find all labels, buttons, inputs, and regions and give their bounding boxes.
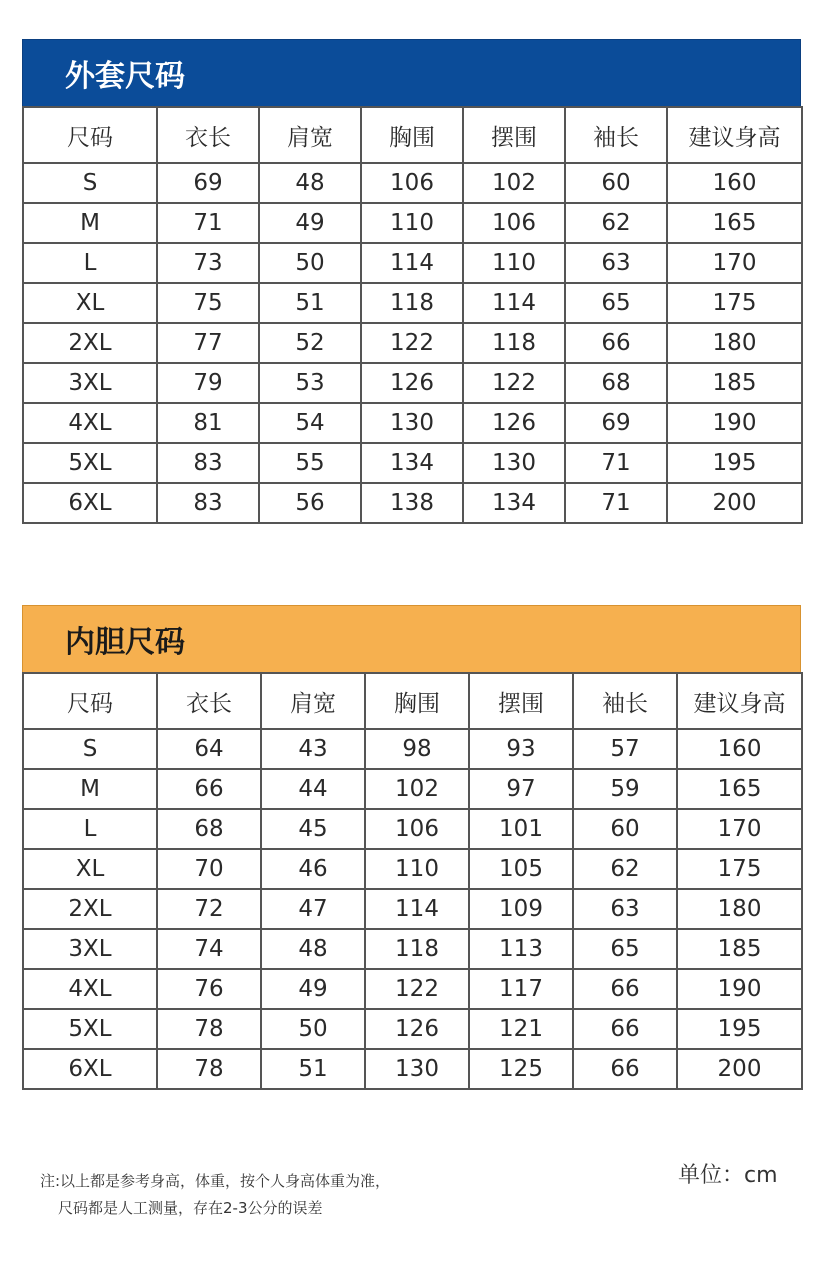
table-cell: M — [23, 769, 157, 809]
table-cell: 62 — [565, 203, 667, 243]
table-cell: 126 — [361, 363, 463, 403]
table-cell: 106 — [361, 163, 463, 203]
table-row — [23, 809, 802, 849]
table-cell: 118 — [365, 929, 469, 969]
table-cell: 105 — [469, 849, 573, 889]
table-cell: 110 — [365, 849, 469, 889]
table-cell: 122 — [361, 323, 463, 363]
table-cell: 126 — [463, 403, 565, 443]
table-cell: 48 — [259, 163, 361, 203]
table-cell: 62 — [573, 849, 677, 889]
table-cell: 65 — [565, 283, 667, 323]
table-cell: M — [23, 203, 157, 243]
table-cell: 117 — [469, 969, 573, 1009]
table-cell: 98 — [365, 729, 469, 769]
table-cell: 130 — [361, 403, 463, 443]
table-cell: 53 — [259, 363, 361, 403]
table-cell: 45 — [261, 809, 365, 849]
column-header: 肩宽 — [259, 107, 361, 163]
table-cell: 134 — [361, 443, 463, 483]
table-cell: 55 — [259, 443, 361, 483]
table-cell: S — [23, 729, 157, 769]
table-cell: 72 — [157, 889, 261, 929]
table-cell: S — [23, 163, 157, 203]
table-cell: 170 — [667, 243, 802, 283]
table-cell: 4XL — [23, 403, 157, 443]
table-cell: 50 — [261, 1009, 365, 1049]
table-cell: 114 — [365, 889, 469, 929]
table-cell: 101 — [469, 809, 573, 849]
table-cell: 2XL — [23, 889, 157, 929]
table-cell: 66 — [565, 323, 667, 363]
table-cell: 52 — [259, 323, 361, 363]
table-cell: 190 — [677, 969, 802, 1009]
table-cell: 190 — [667, 403, 802, 443]
table-cell: 138 — [361, 483, 463, 523]
table-cell: 165 — [677, 769, 802, 809]
table-cell: 71 — [157, 203, 259, 243]
outer-size-table — [22, 106, 803, 524]
table-cell: 130 — [463, 443, 565, 483]
table-cell: 66 — [157, 769, 261, 809]
column-header: 建议身高 — [667, 107, 802, 163]
table-cell: 118 — [463, 323, 565, 363]
table-row — [23, 163, 802, 203]
inner-size-title: 内胆尺码 — [22, 605, 801, 673]
table-row — [23, 729, 802, 769]
table-row — [23, 443, 802, 483]
table-row — [23, 363, 802, 403]
table-cell: 77 — [157, 323, 259, 363]
table-row — [23, 1009, 802, 1049]
table-cell: 71 — [565, 443, 667, 483]
table-cell: 200 — [667, 483, 802, 523]
table-cell: 59 — [573, 769, 677, 809]
table-cell: 70 — [157, 849, 261, 889]
table-cell: 71 — [565, 483, 667, 523]
inner-size-section — [22, 605, 801, 1090]
table-cell: 63 — [565, 243, 667, 283]
table-cell: 74 — [157, 929, 261, 969]
table-cell: 63 — [573, 889, 677, 929]
column-header: 尺码 — [23, 107, 157, 163]
table-row — [23, 283, 802, 323]
size-note-line-1: 注:以上都是参考身高，体重，按个人身高体重为准， — [40, 1172, 391, 1190]
column-header: 袖长 — [565, 107, 667, 163]
table-row — [23, 203, 802, 243]
table-cell: 54 — [259, 403, 361, 443]
table-cell: 118 — [361, 283, 463, 323]
table-cell: 69 — [157, 163, 259, 203]
column-header: 肩宽 — [261, 673, 365, 729]
table-row — [23, 969, 802, 1009]
table-cell: 66 — [573, 1049, 677, 1089]
outer-size-section — [22, 39, 801, 524]
table-cell: 66 — [573, 969, 677, 1009]
table-cell: 2XL — [23, 323, 157, 363]
table-row — [23, 929, 802, 969]
table-cell: 49 — [261, 969, 365, 1009]
table-cell: 3XL — [23, 929, 157, 969]
table-cell: 126 — [365, 1009, 469, 1049]
table-cell: 97 — [469, 769, 573, 809]
table-cell: 102 — [463, 163, 565, 203]
table-cell: 195 — [677, 1009, 802, 1049]
column-header: 摆围 — [469, 673, 573, 729]
table-cell: 79 — [157, 363, 259, 403]
table-row — [23, 323, 802, 363]
table-cell: 5XL — [23, 1009, 157, 1049]
table-cell: 200 — [677, 1049, 802, 1089]
table-row — [23, 889, 802, 929]
table-cell: 175 — [677, 849, 802, 889]
table-cell: 73 — [157, 243, 259, 283]
column-header: 胸围 — [365, 673, 469, 729]
table-cell: 114 — [361, 243, 463, 283]
table-cell: 106 — [463, 203, 565, 243]
table-cell: L — [23, 809, 157, 849]
table-row — [23, 769, 802, 809]
table-cell: 165 — [667, 203, 802, 243]
table-cell: 51 — [261, 1049, 365, 1089]
table-cell: 185 — [667, 363, 802, 403]
table-cell: 78 — [157, 1009, 261, 1049]
column-header: 胸围 — [361, 107, 463, 163]
outer-size-title: 外套尺码 — [22, 39, 801, 107]
table-cell: 44 — [261, 769, 365, 809]
table-cell: 43 — [261, 729, 365, 769]
table-cell: 93 — [469, 729, 573, 769]
table-cell: 6XL — [23, 483, 157, 523]
table-cell: 48 — [261, 929, 365, 969]
table-row — [23, 1049, 802, 1089]
table-row — [23, 849, 802, 889]
unit-label: 单位：cm — [678, 1163, 778, 1188]
table-cell: 51 — [259, 283, 361, 323]
size-note — [40, 1168, 390, 1222]
table-cell: 113 — [469, 929, 573, 969]
table-row — [23, 483, 802, 523]
table-cell: 49 — [259, 203, 361, 243]
size-note-line-2: 尺码都是人工测量，存在2-3公分的误差 — [58, 1199, 323, 1217]
table-cell: L — [23, 243, 157, 283]
table-cell: 78 — [157, 1049, 261, 1089]
table-cell: 4XL — [23, 969, 157, 1009]
table-cell: 81 — [157, 403, 259, 443]
table-cell: 68 — [565, 363, 667, 403]
table-cell: 6XL — [23, 1049, 157, 1089]
table-cell: 57 — [573, 729, 677, 769]
table-cell: 160 — [677, 729, 802, 769]
column-header: 衣长 — [157, 107, 259, 163]
table-cell: 134 — [463, 483, 565, 523]
table-cell: 110 — [361, 203, 463, 243]
table-cell: 5XL — [23, 443, 157, 483]
column-header: 尺码 — [23, 673, 157, 729]
table-cell: 3XL — [23, 363, 157, 403]
table-cell: 170 — [677, 809, 802, 849]
column-header: 衣长 — [157, 673, 261, 729]
table-cell: 69 — [565, 403, 667, 443]
outer-header-row — [23, 107, 802, 163]
table-cell: XL — [23, 283, 157, 323]
table-cell: XL — [23, 849, 157, 889]
table-cell: 66 — [573, 1009, 677, 1049]
table-cell: 180 — [667, 323, 802, 363]
table-cell: 47 — [261, 889, 365, 929]
table-cell: 56 — [259, 483, 361, 523]
table-cell: 102 — [365, 769, 469, 809]
inner-header-row — [23, 673, 802, 729]
table-cell: 75 — [157, 283, 259, 323]
table-cell: 60 — [573, 809, 677, 849]
table-cell: 125 — [469, 1049, 573, 1089]
table-cell: 114 — [463, 283, 565, 323]
table-cell: 106 — [365, 809, 469, 849]
table-cell: 50 — [259, 243, 361, 283]
column-header: 建议身高 — [677, 673, 802, 729]
table-cell: 46 — [261, 849, 365, 889]
table-cell: 122 — [463, 363, 565, 403]
column-header: 袖长 — [573, 673, 677, 729]
table-cell: 195 — [667, 443, 802, 483]
table-cell: 130 — [365, 1049, 469, 1089]
table-cell: 76 — [157, 969, 261, 1009]
table-cell: 65 — [573, 929, 677, 969]
table-cell: 122 — [365, 969, 469, 1009]
table-cell: 160 — [667, 163, 802, 203]
table-cell: 60 — [565, 163, 667, 203]
table-cell: 180 — [677, 889, 802, 929]
table-cell: 175 — [667, 283, 802, 323]
table-cell: 68 — [157, 809, 261, 849]
inner-size-table — [22, 672, 803, 1090]
column-header: 摆围 — [463, 107, 565, 163]
table-cell: 64 — [157, 729, 261, 769]
table-cell: 83 — [157, 443, 259, 483]
table-cell: 110 — [463, 243, 565, 283]
table-row — [23, 403, 802, 443]
table-cell: 121 — [469, 1009, 573, 1049]
table-cell: 109 — [469, 889, 573, 929]
table-cell: 83 — [157, 483, 259, 523]
table-cell: 185 — [677, 929, 802, 969]
table-row — [23, 243, 802, 283]
